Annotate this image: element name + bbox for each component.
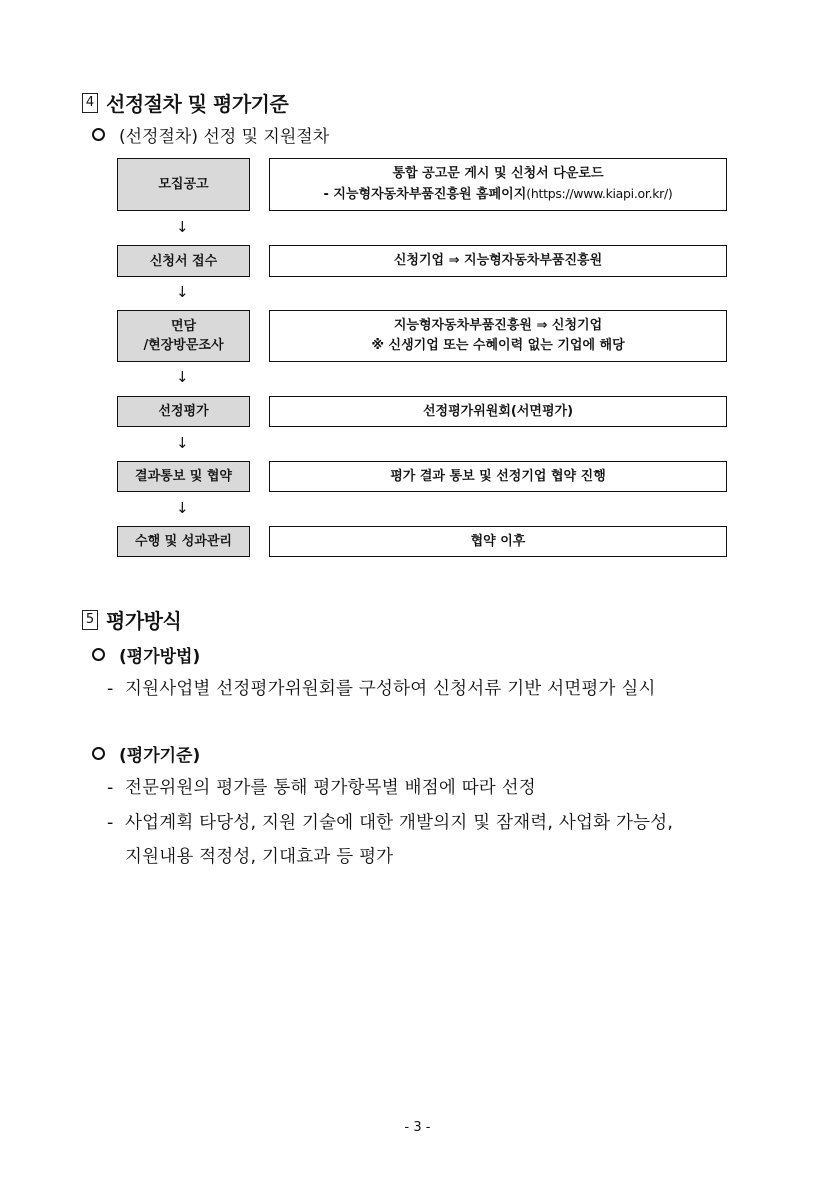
flow-detail-line: 협약 이후	[470, 533, 526, 549]
dash-icon: -	[107, 813, 114, 833]
dash-item-continuation: 지원내용 적정성, 기대효과 등 평가	[125, 847, 394, 867]
flow-detail-4	[269, 396, 727, 427]
section-number-box: 5	[82, 610, 98, 630]
dash-item	[107, 809, 673, 834]
bullet-evaluation-method	[92, 642, 200, 667]
section-title: 평가방식	[106, 609, 182, 633]
flow-step-1: 모집공고	[117, 158, 250, 211]
down-arrow-icon: ↓	[176, 499, 189, 517]
flow-step-line: 면담	[170, 319, 197, 334]
section-4-heading	[82, 88, 288, 117]
flow-detail-2	[269, 245, 727, 277]
circle-bullet-icon	[92, 648, 105, 661]
flow-detail-line: 신청기업 ⇒ 지능형자동차부품진흥원	[393, 253, 603, 268]
flow-detail-6	[269, 526, 727, 557]
bullet-label: (평가기준)	[119, 746, 201, 766]
flow-detail-line	[323, 184, 672, 205]
bullet-text: (선정절차) 선정 및 지원절차	[119, 127, 330, 147]
down-arrow-icon: ↓	[176, 368, 189, 386]
flow-detail-5	[269, 461, 727, 492]
flow-step-2: 신청서 접수	[117, 245, 250, 277]
down-arrow-icon: ↓	[176, 218, 189, 236]
dash-item-text: 지원사업별 선정평가위원회를 구성하여 신청서류 기반 서면평가 실시	[125, 679, 656, 699]
down-arrow-icon: ↓	[176, 283, 189, 301]
dash-icon: -	[107, 679, 114, 699]
flow-step-6: 수행 및 성과관리	[117, 526, 250, 557]
flow-detail-line: 통합 공고문 게시 및 신청서 다운로드	[392, 166, 604, 181]
down-arrow-icon: ↓	[176, 434, 189, 452]
dash-item-text: 전문위원의 평가를 통해 평가항목별 배점에 따라 선정	[125, 778, 536, 798]
dash-icon: -	[107, 778, 114, 798]
section-number-box: 4	[82, 93, 98, 113]
page-number: - 3 -	[404, 1120, 431, 1135]
flow-detail-1	[269, 158, 727, 211]
flow-step-4: 선정평가	[117, 396, 250, 427]
homepage-url: (https://www.kiapi.or.kr/)	[526, 186, 673, 201]
homepage-text: - 지능형자동차부품진흥원 홈페이지	[323, 187, 527, 202]
flow-step-5: 결과통보 및 협약	[117, 461, 250, 492]
flow-detail-3	[269, 310, 727, 362]
dash-item	[107, 675, 656, 700]
flow-step-3	[117, 310, 250, 362]
bullet-evaluation-criteria	[92, 741, 200, 766]
section-title: 선정절차 및 평가기준	[106, 92, 289, 116]
flow-step-line: /현장방문조사	[143, 338, 224, 353]
dash-item-text: 사업계획 타당성, 지원 기술에 대한 개발의지 및 잠재력, 사업화 가능성,	[125, 813, 674, 833]
flow-detail-line: 평가 결과 통보 및 선정기업 협약 진행	[390, 468, 606, 484]
flow-detail-line: ※ 신생기업 또는 수혜이력 없는 기업에 해당	[371, 338, 625, 353]
circle-bullet-icon	[92, 128, 105, 141]
bullet-selection-procedure	[92, 122, 329, 147]
dash-item	[107, 774, 536, 799]
circle-bullet-icon	[92, 747, 105, 760]
flow-detail-line: 지능형자동차부품진흥원 ⇒ 신청기업	[393, 318, 603, 333]
flow-detail-line: 선정평가위원회(서면평가)	[422, 403, 574, 419]
section-5-heading	[82, 605, 181, 634]
bullet-label: (평가방법)	[119, 647, 201, 667]
